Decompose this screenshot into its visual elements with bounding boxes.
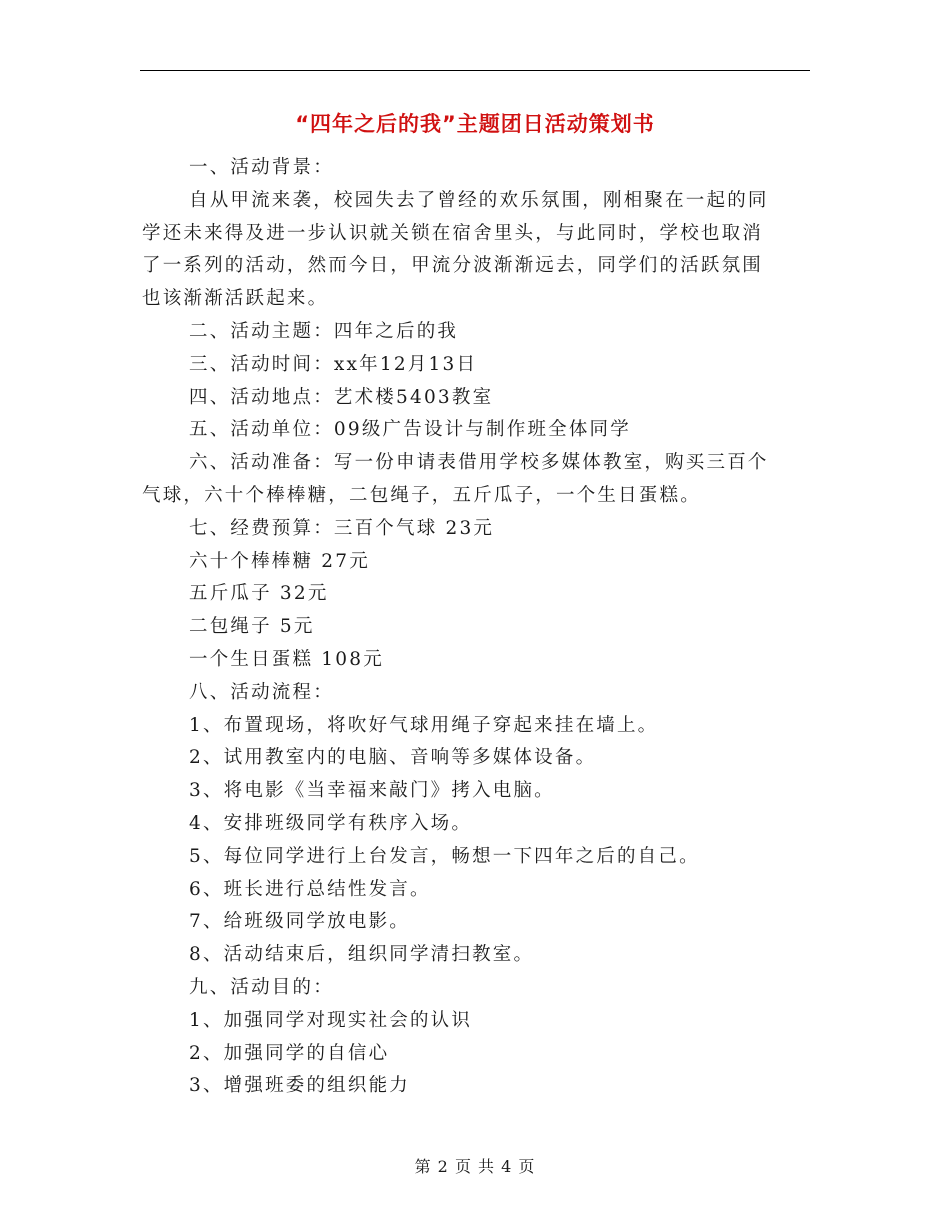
unit-line: 五、活动单位：09级广告设计与制作班全体同学	[189, 419, 631, 441]
purpose-item: 3、增强班委的组织能力	[189, 1075, 410, 1097]
prep-line: 气球，六十个棒棒糖，二包绳子，五斤瓜子，一个生日蛋糕。	[142, 484, 701, 506]
document-title: “四年之后的我”主题团日活动策划书	[295, 112, 655, 136]
process-step: 8、活动结束后，组织同学清扫教室。	[189, 944, 535, 966]
process-step: 2、试用教室内的电脑、音响等多媒体设备。	[189, 747, 597, 769]
process-step: 5、每位同学进行上台发言，畅想一下四年之后的自己。	[189, 845, 700, 867]
time-line: 三、活动时间：xx年12月13日	[189, 353, 478, 375]
background-line: 自从甲流来袭，校园失去了曾经的欢乐氛围，刚相聚在一起的同	[189, 189, 769, 211]
purpose-item: 2、加强同学的自信心	[189, 1042, 390, 1064]
budget-item: 一个生日蛋糕 108元	[189, 648, 384, 670]
background-heading: 一、活动背景：	[189, 157, 334, 178]
process-step: 6、班长进行总结性发言。	[189, 878, 431, 900]
purpose-heading: 九、活动目的：	[189, 976, 334, 998]
process-step: 4、安排班级同学有秩序入场。	[189, 812, 473, 834]
process-step: 1、布置现场，将吹好气球用绳子穿起来挂在墙上。	[189, 714, 659, 736]
background-line: 了一系列的活动，然而今日，甲流分波渐渐远去，同学们的活跃氛围	[142, 255, 764, 277]
process-step: 3、将电影《当幸福来敲门》拷入电脑。	[189, 780, 555, 802]
header-rule	[140, 70, 810, 71]
budget-heading: 七、经费预算：三百个气球 23元	[189, 517, 495, 539]
budget-item: 二包绳子 5元	[189, 616, 315, 638]
document-body	[142, 152, 810, 1103]
page-footer: 第 2 页 共 4 页	[414, 1157, 536, 1176]
budget-item: 六十个棒棒糖 27元	[189, 550, 370, 572]
process-step: 7、给班级同学放电影。	[189, 911, 410, 933]
location-line: 四、活动地点：艺术楼5403教室	[189, 386, 494, 408]
theme-line: 二、活动主题：四年之后的我	[189, 320, 459, 342]
background-line: 也该渐渐活跃起来。	[142, 288, 329, 310]
budget-item: 五斤瓜子 32元	[189, 583, 329, 605]
purpose-item: 1、加强同学对现实社会的认识	[189, 1009, 473, 1031]
background-line: 学还未来得及进一步认识就关锁在宿舍里头，与此同时，学校也取消	[142, 222, 764, 244]
process-heading: 八、活动流程：	[189, 681, 334, 703]
prep-line: 六、活动准备：写一份申请表借用学校多媒体教室，购买三百个	[189, 452, 769, 474]
